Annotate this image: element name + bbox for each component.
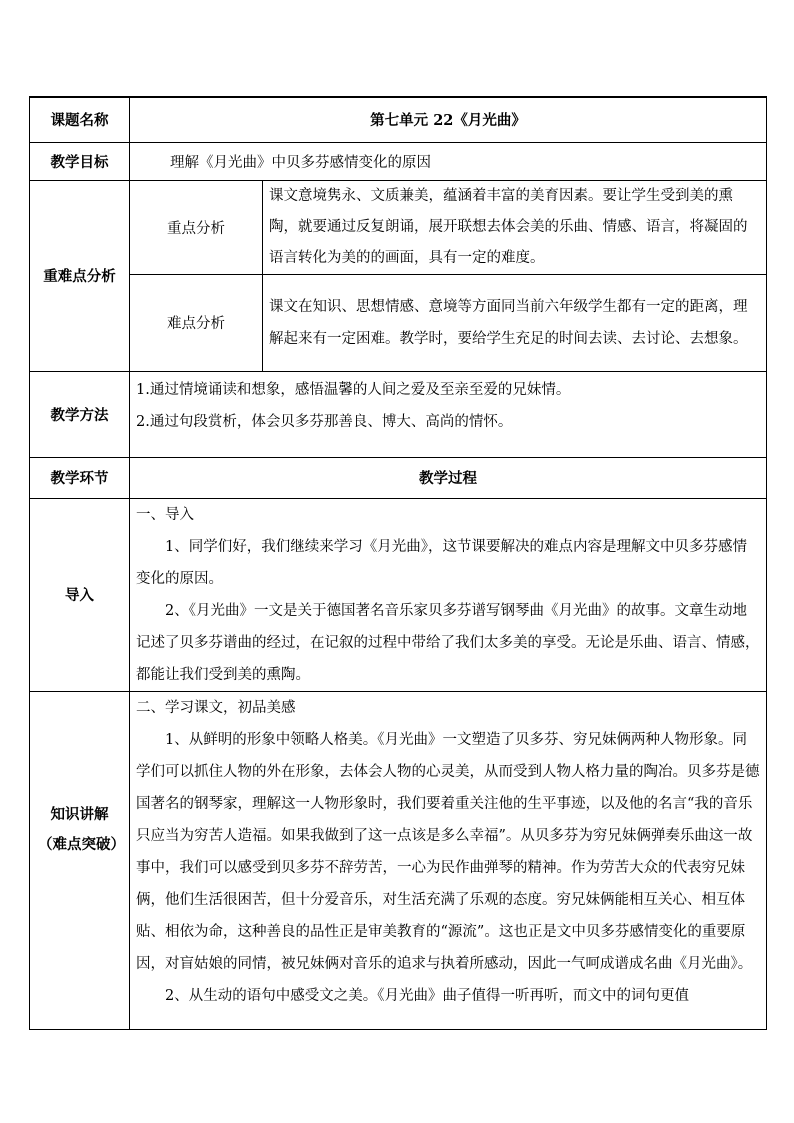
goal-row	[30, 142, 767, 180]
intro-paragraph-2: 2、《月光曲》一文是关于德国著名音乐家贝多芬谱写钢琴曲《月光曲》的故事。文章生动地记述了贝多芬谱曲的经过，在记叙的过程中带给了我们太多美的享受。无论是乐曲、语言、情感，都能让我们受到美的熏陶。	[136, 602, 760, 683]
key-analysis-text: 课文意境隽永、文质兼美，蕴涵着丰富的美育因素。要让学生受到美的熏陶，就要通过反复朗诵，展开联想去体会美的乐曲、情感、语言，将凝固的语言转化为美的的画面，具有一定的难度。	[269, 187, 748, 266]
intro-cell	[130, 498, 767, 691]
goal-label: 教学目标	[30, 142, 130, 180]
goal-cell	[130, 142, 767, 180]
key-analysis-row	[30, 180, 767, 274]
key-analysis-cell	[263, 180, 767, 274]
difficult-analysis-label: 难点分析	[130, 274, 263, 371]
knowledge-heading: 二、学习课文，初品美感	[136, 699, 296, 716]
process-header-row	[30, 457, 767, 498]
method-item-2: 2.通过句段赏析，体会贝多芬那善良、博大、高尚的情怀。	[136, 413, 513, 430]
knowledge-label: 知识讲解（难点突破）	[30, 691, 130, 1029]
title-label: 课题名称	[30, 97, 130, 142]
step-column-header: 教学环节	[30, 457, 130, 498]
difficult-analysis-text: 课文在知识、思想情感、意境等方面同当前六年级学生都有一定的距离，理解起来有一定困难。教学时，要给学生充足的时间去读、去讨论、去想象。	[269, 298, 748, 347]
intro-heading: 一、导入	[136, 506, 194, 523]
lesson-title: 第七单元 22《月光曲》	[130, 97, 767, 142]
difficult-analysis-row	[30, 274, 767, 371]
method-cell	[130, 371, 767, 457]
title-row	[30, 97, 767, 142]
intro-label: 导入	[30, 498, 130, 691]
process-column-header: 教学过程	[130, 457, 767, 498]
method-item-1: 1.通过情境诵读和想象，感悟温馨的人间之爱及至亲至爱的兄妹情。	[136, 381, 571, 398]
key-analysis-label: 重点分析	[130, 180, 263, 274]
knowledge-paragraph-2: 2、从生动的语句中感受文之美。《月光曲》曲子值得一听再听，而文中的词句更值	[165, 987, 689, 1004]
analysis-label: 重难点分析	[30, 180, 130, 371]
method-row	[30, 371, 767, 457]
lesson-plan-table	[29, 96, 767, 1030]
knowledge-paragraph-1: 1、从鲜明的形象中领略人格美。《月光曲》一文塑造了贝多芬、穷兄妹俩两种人物形象。同学们可以抓住人物的外在形象，去体会人物的心灵美，从而受到人物人格力量的陶冶。贝多芬是德国著名的钢琴家，理解这一人物形象时，我们要着重关注他的生平事迹，以及他的名言“我的音乐只应当为穷苦人造福。如果我做到了这一点该是多么幸福”。从贝多芬为穷兄妹俩弹奏乐曲这一故事中，我们可以感受到贝多芬不辞劳苦，一心为民作曲弹琴的精神。作为劳苦大众的代表穷兄妹俩，他们生活很困苦，但十分爱音乐，对生活充满了乐观的态度。穷兄妹俩能相互关心、相互体贴、相依为命，这种善良的品性正是审美教育的“源流”。这也正是文中贝多芬感情变化的重要原因，对盲姑娘的同情，被兄妹俩对音乐的追求与执着所感动，因此一气呵成谱成名曲《月光曲》。	[136, 731, 760, 972]
goal-text: 理解《月光曲》中贝多芬感情变化的原因	[170, 154, 431, 171]
method-label: 教学方法	[30, 371, 130, 457]
intro-row	[30, 498, 767, 691]
difficult-analysis-cell	[263, 274, 767, 371]
intro-paragraph-1: 1、同学们好，我们继续来学习《月光曲》，这节课要解决的难点内容是理解文中贝多芬感情变化的原因。	[136, 538, 747, 587]
knowledge-cell	[130, 691, 767, 1029]
knowledge-row	[30, 691, 767, 1029]
